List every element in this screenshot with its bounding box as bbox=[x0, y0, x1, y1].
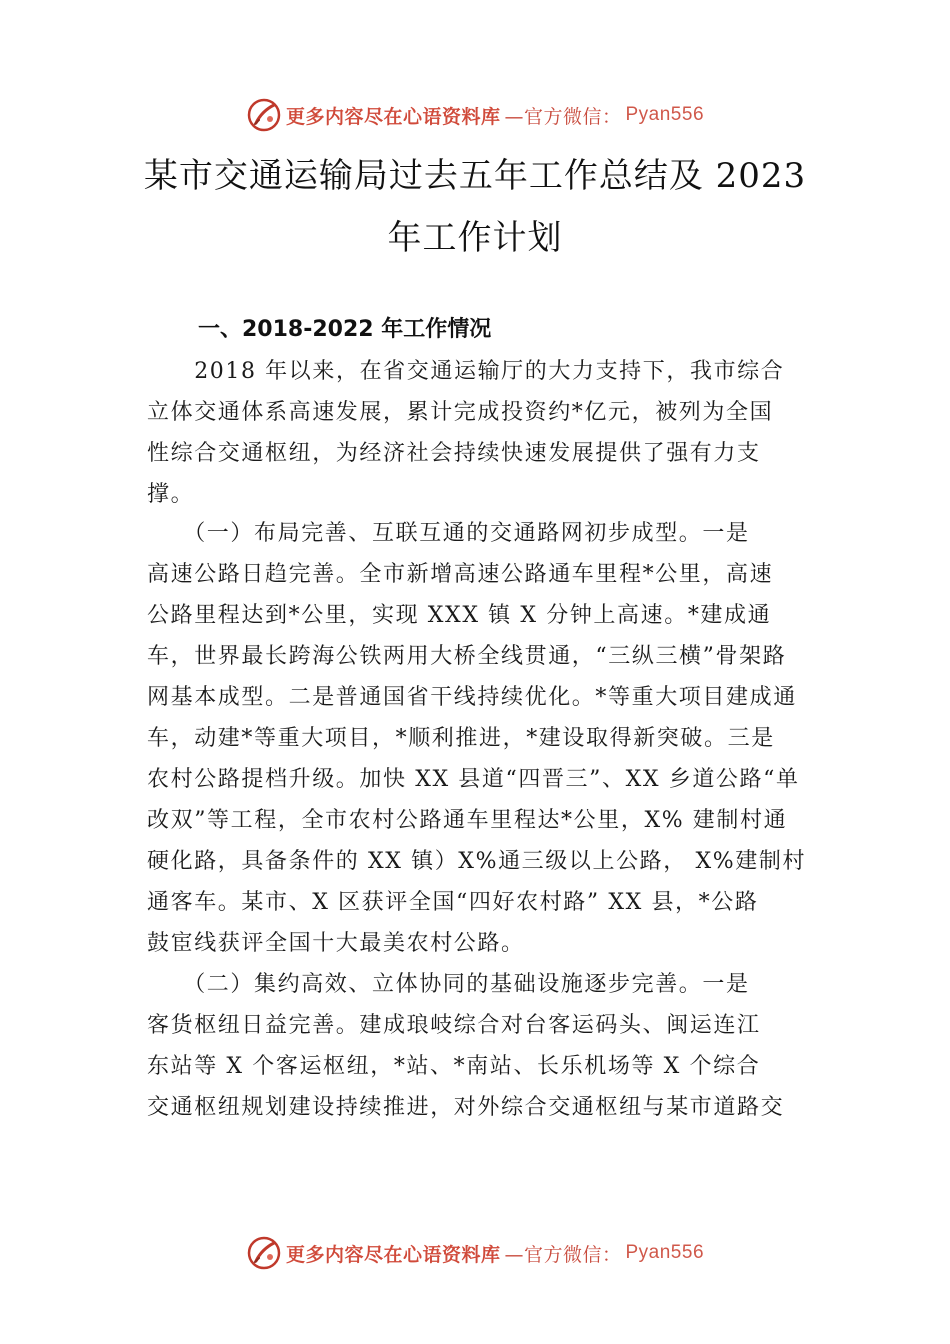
body-line: 2018 年以来，在省交通运输厅的大力支持下，我市综合 bbox=[147, 359, 785, 384]
body-line: 网基本成型。二是普通国省干线持续优化。*等重大项目建成通 bbox=[147, 685, 797, 710]
watermark-separator: —官方微信： bbox=[504, 105, 622, 128]
body-line: 鼓宦线获评全国十大最美农村公路。 bbox=[147, 931, 525, 956]
body-line: 通客车。某市、X 区获评全国“四好农村路” XX 县，*公路 bbox=[147, 890, 759, 915]
body-line: 改双”等工程，全市农村公路通车里程达*公里，X% 建制村通 bbox=[147, 808, 788, 833]
body-line: 高速公路日趋完善。全市新增高速公路通车里程*公里，高速 bbox=[147, 562, 774, 587]
body-line: 农村公路提档升级。加快 XX 县道“四晋三”、XX 乡道公路“单 bbox=[147, 767, 800, 792]
watermark-wechat-id: Pyan556 bbox=[625, 104, 705, 125]
body-line: 车，动建*等重大项目，*顺利推进，*建设取得新突破。三是 bbox=[147, 726, 775, 751]
body-line: 撑。 bbox=[147, 482, 195, 507]
document-title-line-2: 年工作计划 bbox=[387, 218, 563, 258]
section-heading: 一、2018-2022 年工作情况 bbox=[198, 317, 492, 342]
watermark-wechat-id: Pyan556 bbox=[625, 1242, 705, 1263]
body-line: 硬化路，具备条件的 XX 镇）X%通三级以上公路， X%建制村 bbox=[147, 849, 807, 874]
brush-logo-icon bbox=[246, 97, 282, 133]
watermark-footer bbox=[0, 1233, 950, 1273]
body-line: 立体交通体系高速发展，累计完成投资约*亿元，被列为全国 bbox=[147, 400, 774, 425]
body-line: 东站等 X 个客运枢纽，*站、*南站、长乐机场等 X 个综合 bbox=[147, 1054, 761, 1079]
watermark-header bbox=[0, 95, 950, 135]
body-line: 车，世界最长跨海公铁两用大桥全线贯通，“三纵三横”骨架路 bbox=[147, 644, 787, 669]
watermark-main-text: 更多内容尽在心语资料库 bbox=[285, 1243, 501, 1266]
watermark-separator: —官方微信： bbox=[504, 1243, 622, 1266]
brush-logo-icon bbox=[246, 1235, 282, 1271]
body-line: （一）布局完善、互联互通的交通路网初步成型。一是 bbox=[147, 521, 750, 546]
body-line: 性综合交通枢纽，为经济社会持续快速发展提供了强有力支 bbox=[147, 441, 761, 466]
watermark-main-text: 更多内容尽在心语资料库 bbox=[285, 105, 501, 128]
document-title-line-1: 某市交通运输局过去五年工作总结及 2023 bbox=[143, 156, 807, 196]
body-line: 交通枢纽规划建设持续推进，对外综合交通枢纽与某市道路交 bbox=[147, 1095, 785, 1120]
body-line: 客货枢纽日益完善。建成琅岐综合对台客运码头、闽运连江 bbox=[147, 1013, 761, 1038]
body-line: 公路里程达到*公里，实现 XXX 镇 X 分钟上高速。*建成通 bbox=[147, 603, 772, 628]
body-line: （二）集约高效、立体协同的基础设施逐步完善。一是 bbox=[147, 972, 750, 997]
